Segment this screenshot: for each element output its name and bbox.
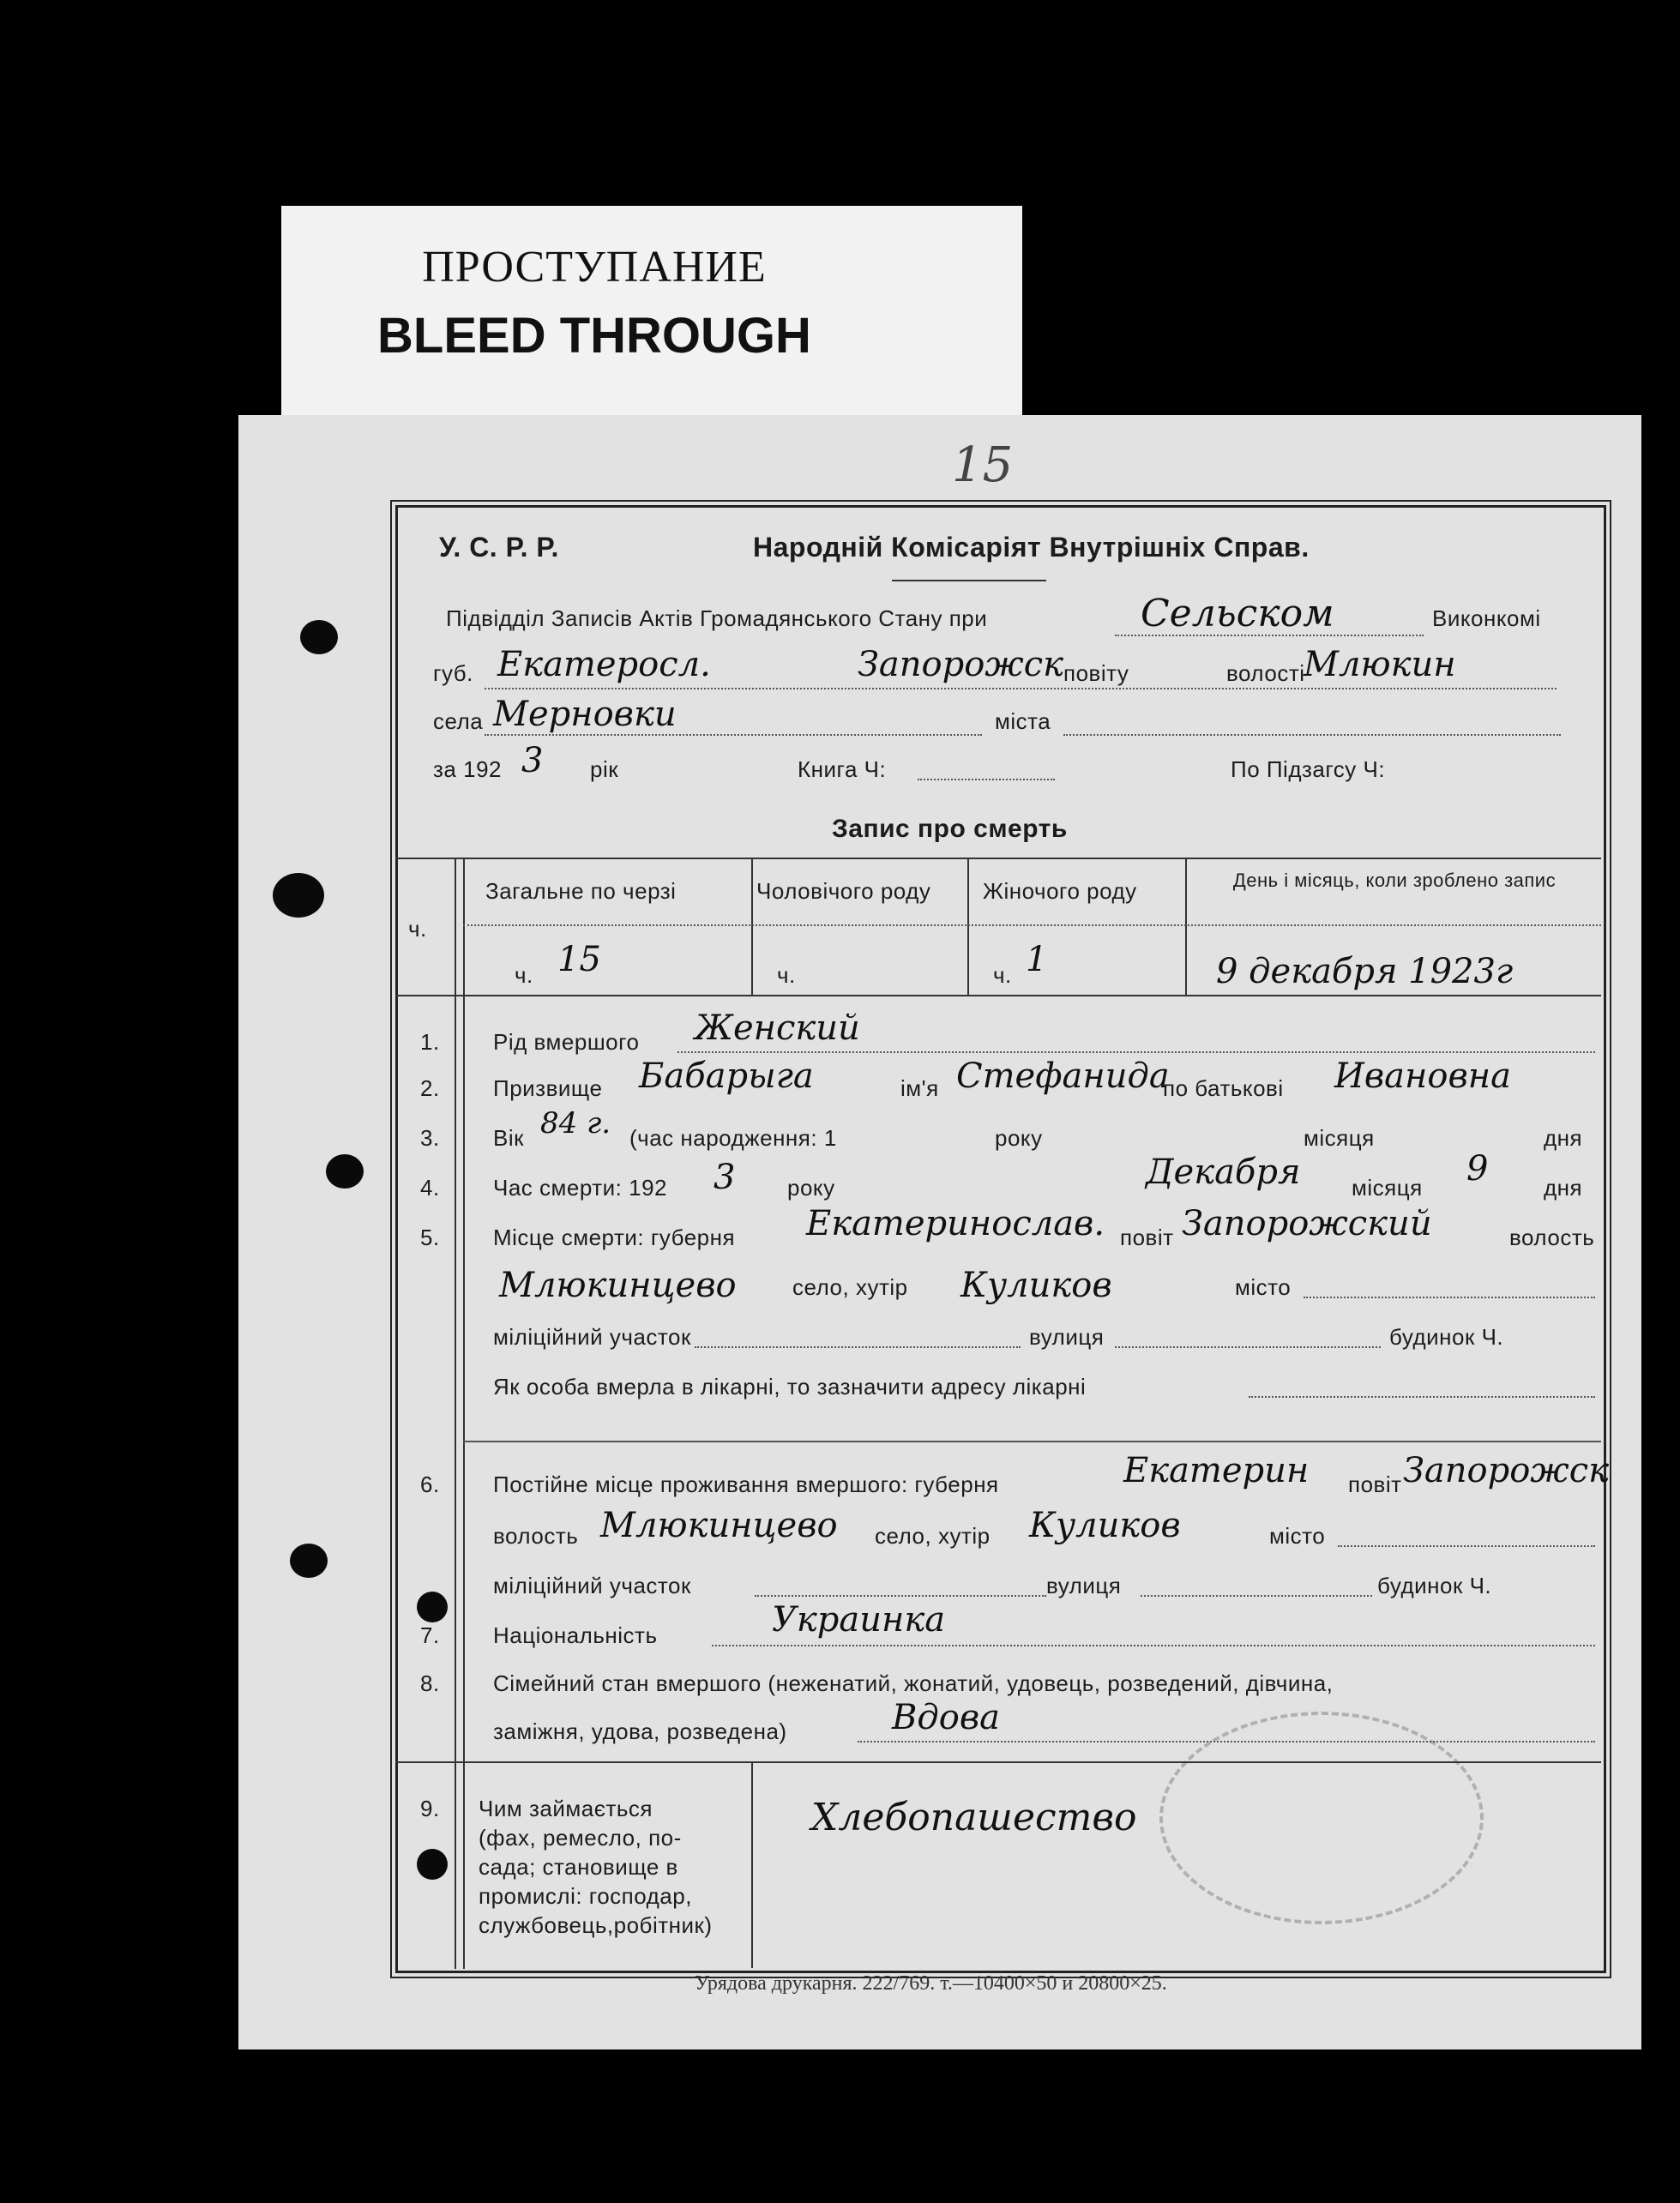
death-roku: року bbox=[787, 1175, 835, 1201]
nationality-label: Національність bbox=[493, 1622, 658, 1648]
residence-label: Постійне місце проживання вмершого: губерня bbox=[493, 1472, 999, 1497]
label-en: BLEED THROUGH bbox=[377, 308, 811, 364]
occupation-label-3: сада; становище в bbox=[479, 1854, 678, 1880]
name-value: Стефанида bbox=[956, 1056, 1170, 1096]
death-militia: міліційний участок bbox=[493, 1324, 691, 1350]
surname-value: Бабарыга bbox=[639, 1056, 814, 1096]
death-place-volost-label: волость bbox=[1509, 1225, 1595, 1250]
rik-label: рік bbox=[590, 756, 619, 782]
death-misyatsya: місяця bbox=[1352, 1175, 1423, 1201]
occupation-label-2: (фах, ремесло, по- bbox=[479, 1825, 682, 1851]
record-date: 9 декабря 1923г bbox=[1216, 952, 1514, 991]
subdivision-value: Сельском bbox=[1141, 592, 1334, 635]
residence-povit: Запорожск bbox=[1403, 1451, 1610, 1490]
mista-label: міста bbox=[995, 708, 1051, 734]
age-value: 84 г. bbox=[540, 1106, 611, 1141]
ch-general: ч. bbox=[515, 962, 533, 988]
row-number: 9. bbox=[420, 1796, 440, 1821]
povit-label: повіту bbox=[1063, 660, 1129, 686]
death-place-gub: Екатеринослав. bbox=[806, 1204, 1105, 1243]
death-vulytsya: вулиця bbox=[1029, 1324, 1105, 1350]
ch-male: ч. bbox=[777, 962, 796, 988]
punch-hole bbox=[300, 620, 338, 654]
patronymic-value: Ивановна bbox=[1334, 1056, 1511, 1096]
row-number: 3. bbox=[420, 1125, 440, 1151]
birth-label: (час народження: 1 bbox=[629, 1125, 837, 1151]
page-number: 15 bbox=[952, 437, 1014, 493]
form-title: Народній Комісаріят Внутрішніх Справ. bbox=[753, 532, 1310, 563]
ch-female: ч. bbox=[993, 962, 1012, 988]
col-general: Загальне по черзі bbox=[485, 878, 677, 904]
subdivision-label: Підвідділ Записів Актів Громадянського Стану при bbox=[446, 605, 988, 631]
name-label: ім'я bbox=[900, 1075, 939, 1101]
marital-value: Вдова bbox=[892, 1698, 1000, 1737]
residence-volost-label: волость bbox=[493, 1523, 579, 1549]
marital-label: Сімейний стан вмершого (неженатий, жонатий, удовець, розведений, дівчина, bbox=[493, 1670, 1334, 1696]
bleed-through-label bbox=[281, 206, 1022, 420]
col-female: Жіночого роду bbox=[983, 878, 1137, 904]
selo-label: села bbox=[433, 708, 484, 734]
death-year-digit: 3 bbox=[714, 1158, 736, 1197]
row-number: 6. bbox=[420, 1472, 440, 1497]
surname-label: Призвище bbox=[493, 1075, 603, 1101]
residence-selo: Куликов bbox=[1029, 1506, 1181, 1545]
row-number: 4. bbox=[420, 1175, 440, 1201]
residence-povit-label: повіт bbox=[1348, 1472, 1402, 1497]
ch-label: ч. bbox=[408, 916, 427, 942]
col-male: Чоловічого роду bbox=[756, 878, 931, 904]
gub-value: Екатеросл. bbox=[497, 645, 711, 684]
label-ru: ПРОСТУПАНИЕ bbox=[422, 243, 767, 292]
row-number: 7. bbox=[420, 1622, 440, 1648]
general-number: 15 bbox=[557, 940, 601, 979]
residence-budynok: будинок Ч. bbox=[1377, 1573, 1492, 1598]
death-place-selo: Куликов bbox=[960, 1266, 1112, 1305]
gub-label: губ. bbox=[433, 660, 473, 686]
nationality-value: Украинка bbox=[772, 1600, 946, 1640]
residence-gub: Екатерин bbox=[1123, 1451, 1310, 1490]
punch-hole bbox=[290, 1544, 328, 1578]
death-month: Декабря bbox=[1146, 1153, 1301, 1192]
year-digit: 3 bbox=[521, 741, 544, 780]
patronymic-label: по батькові bbox=[1163, 1075, 1284, 1101]
birth-dnya: дня bbox=[1544, 1125, 1583, 1151]
volost-label: волості bbox=[1226, 660, 1305, 686]
death-place-selo-label: село, хутір bbox=[792, 1274, 908, 1300]
selo-value: Мерновки bbox=[493, 695, 677, 734]
hospital-label: Як особа вмерла в лікарні, то зазначити адресу лікарні bbox=[493, 1374, 1087, 1399]
age-label: Вік bbox=[493, 1125, 524, 1151]
marital-label-2: заміжня, удова, розведена) bbox=[493, 1718, 787, 1744]
death-place-label: Місце смерти: губерня bbox=[493, 1225, 736, 1250]
death-place-volost: Млюкинцево bbox=[499, 1266, 737, 1305]
knyha-label: Книга Ч: bbox=[798, 756, 887, 782]
row-number: 5. bbox=[420, 1225, 440, 1250]
death-dnya: дня bbox=[1544, 1175, 1583, 1201]
birth-roku: року bbox=[995, 1125, 1043, 1151]
death-time-label: Час смерти: 192 bbox=[493, 1175, 667, 1201]
col-date: День і місяць, коли зроблено запис bbox=[1232, 870, 1557, 891]
punch-hole bbox=[273, 873, 324, 918]
female-number: 1 bbox=[1026, 940, 1048, 979]
residence-militia: міліційний участок bbox=[493, 1573, 691, 1598]
vykonkom-label: Виконкомі bbox=[1432, 605, 1541, 631]
residence-selo-label: село, хутір bbox=[875, 1523, 991, 1549]
death-place-povit-label: повіт bbox=[1120, 1225, 1174, 1250]
povit-value: Запорожск bbox=[858, 645, 1064, 684]
occupation-label-1: Чим займається bbox=[479, 1796, 653, 1821]
death-place-povit: Запорожский bbox=[1182, 1204, 1432, 1243]
row-number: 8. bbox=[420, 1670, 440, 1696]
pidzahsu-label: По Підзагсу Ч: bbox=[1231, 756, 1386, 782]
record-title: Запис про смерть bbox=[832, 815, 1068, 843]
ussr-label: У. С. Р. Р. bbox=[439, 532, 559, 563]
residence-vulytsya: вулиця bbox=[1046, 1573, 1122, 1598]
residence-misto: місто bbox=[1269, 1523, 1326, 1549]
death-place-misto: місто bbox=[1235, 1274, 1292, 1300]
row-number: 2. bbox=[420, 1075, 440, 1101]
occupation-value: Хлебопашество bbox=[811, 1796, 1137, 1839]
residence-volost: Млюкинцево bbox=[600, 1506, 838, 1545]
rid-label: Рід вмершого bbox=[493, 1029, 640, 1055]
row-number: 1. bbox=[420, 1029, 440, 1055]
punch-hole bbox=[326, 1154, 364, 1189]
printer-footer: Урядова друкарня. 222/769. т.—10400×50 и 20800×25. bbox=[695, 1972, 1167, 1995]
occupation-label-4: промислі: господар, bbox=[479, 1883, 692, 1909]
volost-value: Млюкин bbox=[1304, 645, 1456, 684]
rid-value: Женский bbox=[695, 1008, 860, 1048]
death-budynok: будинок Ч. bbox=[1389, 1324, 1504, 1350]
occupation-label-5: службовець,робітник) bbox=[479, 1912, 713, 1938]
birth-misyatsya: місяця bbox=[1304, 1125, 1375, 1151]
year-prefix: за 192 bbox=[433, 756, 502, 782]
death-day: 9 bbox=[1466, 1149, 1489, 1189]
